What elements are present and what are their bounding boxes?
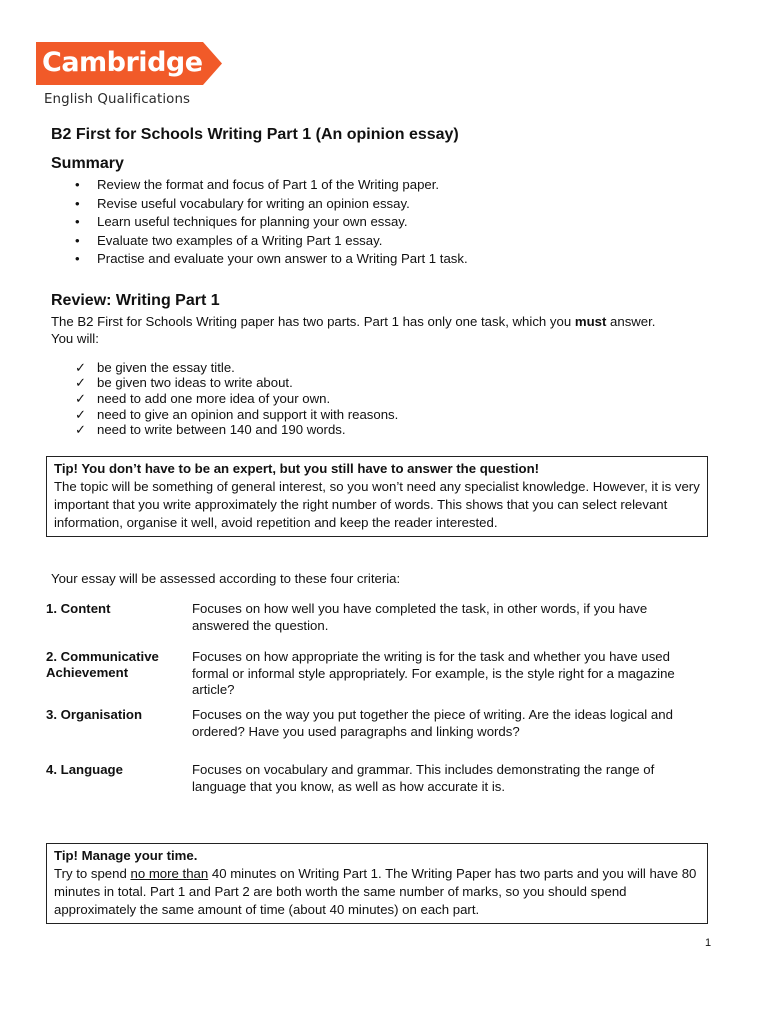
tip-box-expert — [46, 456, 708, 537]
criterion-name: 3. Organisation — [46, 707, 142, 722]
summary-item-text: Revise useful vocabulary for writing an opinion essay. — [97, 195, 410, 211]
review-intro — [51, 313, 721, 348]
tip-body-text-end: 40 minutes on Writing Part 1. The Writing Paper has two parts and you will have 80 minutes in total. Part 1 and Part 2 are both worth the same number of marks, so you should spend approximately the same amount of time (about 40 minutes) on each part. — [54, 866, 697, 917]
criterion-name: 2. Communicative Achievement — [46, 649, 159, 680]
summary-item — [51, 232, 721, 251]
check-icon: ✓ — [75, 391, 87, 406]
document-title: B2 First for Schools Writing Part 1 (An opinion essay) — [51, 126, 459, 143]
checklist-item — [51, 391, 721, 407]
bullet-icon: • — [75, 177, 80, 192]
checklist-item — [51, 360, 721, 376]
checklist-item — [51, 375, 721, 391]
logo-brand-text: Cambridge — [42, 47, 203, 78]
summary-item-text: Review the format and focus of Part 1 of the Writing paper. — [97, 177, 440, 192]
checklist-item — [51, 422, 721, 438]
bullet-icon: • — [75, 251, 80, 267]
check-icon: ✓ — [75, 359, 87, 375]
summary-item — [51, 195, 721, 214]
summary-list — [51, 176, 721, 269]
checklist-item-text: need to write between 140 and 190 words. — [97, 422, 346, 438]
criterion-name: 1. Content — [46, 601, 111, 616]
bullet-icon: • — [75, 214, 80, 230]
bullet-icon: • — [75, 195, 80, 211]
checklist-item — [51, 407, 721, 423]
summary-item-text: Learn useful techniques for planning your own essay. — [97, 214, 408, 230]
review-intro-line2: You will: — [51, 331, 99, 347]
checklist-item-text: need to add one more idea of your own. — [97, 391, 331, 406]
tip-body: The topic will be something of general interest, so you won’t need any specialist knowledge. However, it is very important that you write approximately the right number of words. This shows that you can select relevant information, organise it well, avoid repetition and keep the reader interested. — [54, 479, 700, 530]
document-body — [51, 125, 721, 438]
review-checklist — [51, 360, 721, 438]
tip-title: Tip! You don’t have to be an expert, but you still have to answer the question! — [54, 461, 540, 476]
checklist-item-text: need to give an opinion and support it with reasons. — [97, 406, 399, 422]
criterion-description: Focuses on vocabulary and grammar. This includes demonstrating the range of language that you know, as well as how accurate it is. — [192, 762, 655, 794]
check-icon: ✓ — [75, 406, 87, 422]
tip-box-time — [46, 843, 708, 924]
criterion-description: Focuses on how well you have completed the task, in other words, if you have answered the question. — [192, 601, 648, 633]
review-intro-emphasis: must — [574, 313, 607, 329]
summary-item — [51, 213, 721, 232]
check-icon: ✓ — [75, 422, 87, 438]
check-icon: ✓ — [75, 375, 87, 391]
summary-item-text: Practise and evaluate your own answer to a Writing Part 1 task. — [97, 251, 468, 267]
review-heading: Review: Writing Part 1 — [51, 291, 220, 309]
cambridge-logo — [36, 42, 226, 112]
tip-body-underlined: no more than — [130, 866, 209, 881]
criteria-intro: Your essay will be assessed according to these four criteria: — [51, 571, 401, 586]
tip-title: Tip! Manage your time. — [54, 848, 198, 863]
criterion-description: Focuses on the way you put together the piece of writing. Are the ideas logical and ordered? Have you used paragraphs and linking words? — [192, 707, 673, 739]
summary-item — [51, 250, 721, 269]
checklist-item-text: be given the essay title. — [97, 359, 235, 375]
bullet-icon: • — [75, 232, 80, 248]
tip-body — [54, 865, 700, 919]
summary-item-text: Evaluate two examples of a Writing Part 1 essay. — [97, 232, 383, 248]
review-intro-text-end: answer. — [606, 313, 656, 329]
tip-body-text: Try to spend — [54, 866, 131, 881]
logo-subtitle: English Qualifications — [44, 92, 191, 107]
review-intro-text: The B2 First for Schools Writing paper has two parts. Part 1 has only one task, which you — [51, 313, 575, 329]
checklist-item-text: be given two ideas to write about. — [97, 375, 293, 391]
criterion-description: Focuses on how appropriate the writing is for the task and whether you have used formal or informal style appropriately. For example, is the style right for a magazine article? — [192, 649, 675, 697]
summary-item — [51, 176, 721, 195]
page-number: 1 — [705, 937, 712, 949]
summary-heading: Summary — [51, 155, 124, 172]
criterion-name: 4. Language — [46, 762, 123, 777]
